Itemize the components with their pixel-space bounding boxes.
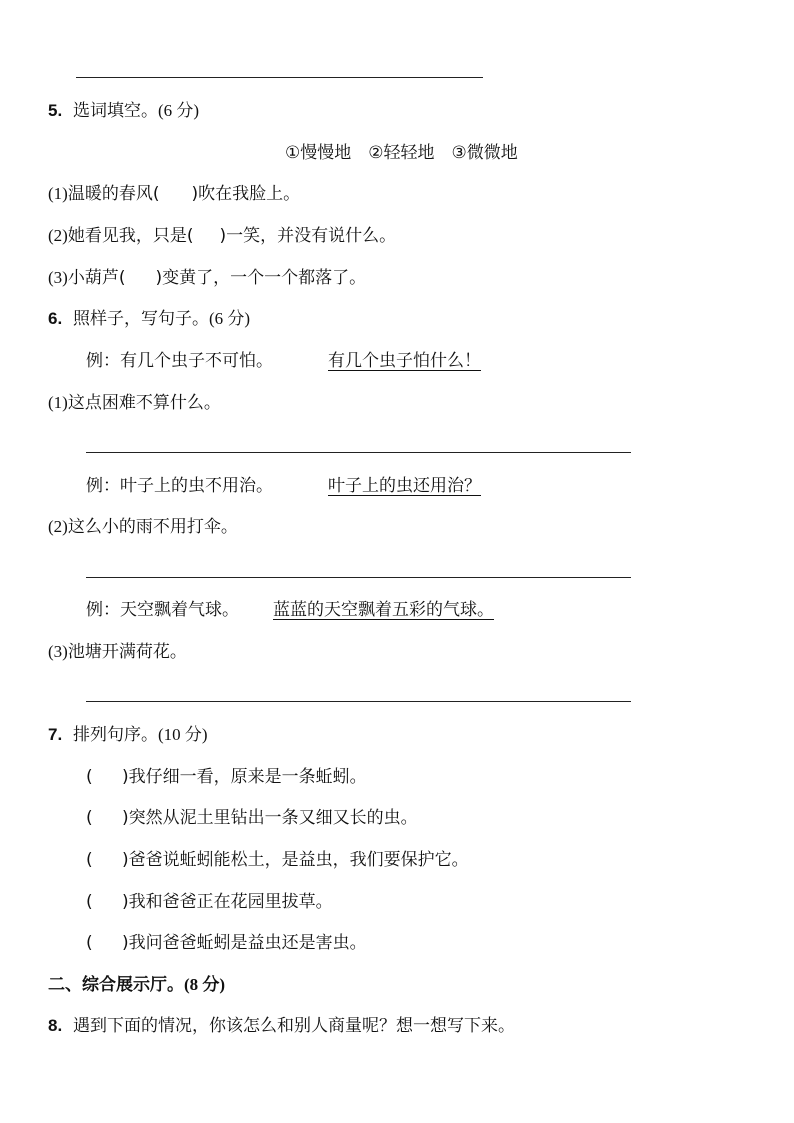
section-2-title: 二、综合展示厅。 <box>48 975 184 995</box>
order-blank[interactable]: ( <box>86 850 93 870</box>
section-2-heading <box>48 974 225 996</box>
q8-heading <box>48 1015 515 1037</box>
top-answer-line <box>76 77 483 78</box>
order-blank[interactable]: ( <box>86 808 93 828</box>
q5-item-1: (1)温暖的春风( )吹在我脸上。 <box>48 184 301 204</box>
q6-number: 6. <box>48 309 63 328</box>
q6-title: 照样子，写句子。 <box>73 309 209 329</box>
q6-answer-line-3[interactable] <box>86 701 631 702</box>
q8-number: 8. <box>48 1016 63 1035</box>
q5-item-3: (3)小葫芦( )变黄了，一个一个都落了。 <box>48 268 367 288</box>
q6-example-answer-3: 蓝蓝的天空飘着五彩的气球。 <box>273 600 494 620</box>
q7-item-4: ( )我和爸爸正在花园里拔草。 <box>86 892 333 912</box>
q7-item-1: ( )我仔细一看，原来是一条蚯蚓。 <box>86 767 367 787</box>
order-blank[interactable]: ( <box>86 767 93 787</box>
order-blank[interactable]: ( <box>86 933 93 953</box>
section-2-score: (8 分) <box>184 975 226 994</box>
q6-example-answer-2: 叶子上的虫还用治？ <box>328 476 481 496</box>
q6-item-2: (2)这么小的雨不用打伞。 <box>48 517 238 537</box>
q6-example-answer-1: 有几个虫子怕什么！ <box>328 351 481 371</box>
order-blank[interactable]: ( <box>86 892 93 912</box>
q7-item-5: ( )我问爸爸蚯蚓是益虫还是害虫。 <box>86 933 367 953</box>
q7-number: 7. <box>48 725 63 744</box>
q6-item-1: (1)这点困难不算什么。 <box>48 393 221 413</box>
q6-example-3: 例：天空飘着气球。 <box>86 600 239 620</box>
q5-heading <box>48 100 199 122</box>
q6-answer-line-2[interactable] <box>86 577 631 578</box>
q5-title: 选词填空。 <box>73 101 158 121</box>
q6-example-2: 例：叶子上的虫不用治。 <box>86 476 273 496</box>
q7-title: 排列句序。 <box>73 725 158 745</box>
q7-item-2: ( )突然从泥土里钻出一条又细又长的虫。 <box>86 808 418 828</box>
q5-item-2: (2)她看见我，只是( )一笑，并没有说什么。 <box>48 226 397 246</box>
q8-title: 遇到下面的情况，你该怎么和别人商量呢？想一想写下来。 <box>73 1016 515 1036</box>
q5-score: (6 分) <box>158 101 200 120</box>
q6-score: (6 分) <box>209 309 251 328</box>
q7-score: (10 分) <box>158 725 208 744</box>
q5-options: ①慢慢地 ②轻轻地 ③微微地 <box>285 143 518 163</box>
q6-item-3: (3)池塘开满荷花。 <box>48 642 187 662</box>
q6-heading <box>48 308 250 330</box>
q5-number: 5. <box>48 101 63 120</box>
q6-example-1: 例：有几个虫子不可怕。 <box>86 351 273 371</box>
q6-answer-line-1[interactable] <box>86 452 631 453</box>
q7-item-3: ( )爸爸说蚯蚓能松土，是益虫，我们要保护它。 <box>86 850 469 870</box>
q7-heading <box>48 724 208 746</box>
